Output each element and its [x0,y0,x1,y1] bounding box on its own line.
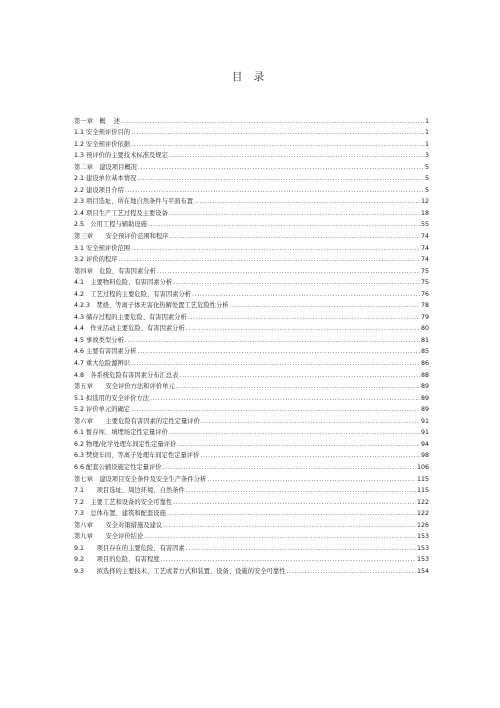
toc-entry-page-number: 5 [424,175,429,183]
toc-entry[interactable] [74,494,429,506]
toc-entry[interactable] [74,563,429,575]
dot-leader [201,418,420,425]
toc-entry[interactable] [74,506,429,518]
toc-entry-label: 2.4 项目生产工艺过程及主要设备 [74,209,168,217]
toc-entry-page-number: 55 [420,221,429,229]
toc-entry-label: 第一章 概 述 [74,117,121,125]
dot-leader [176,383,420,390]
dot-leader [167,510,416,517]
toc-entry-page-number: 88 [420,371,429,379]
toc-entry-label: 4.2 工艺过程的主要危险、有害因素分析 [74,290,192,298]
toc-entry-label: 第二章 建设项目概况 [74,163,137,171]
toc-entry-label: 第六章 主要危险有害因素的定性定量评价 [74,417,200,425]
toc-entry[interactable] [74,402,429,414]
dot-leader [121,118,424,125]
dot-leader [148,221,420,228]
toc-entry[interactable] [74,332,429,344]
toc-entry-label: 4.2.3 焚烧、等离子体无害化热解处置工艺危险性分析 [74,302,229,310]
toc-entry[interactable] [74,159,429,171]
dot-leader [173,499,416,506]
dot-leader [169,233,420,240]
toc-entry-page-number: 86 [420,360,429,368]
toc-entry[interactable] [74,309,429,321]
toc-entry-page-number: 76 [420,290,429,298]
toc-entry-page-number: 1 [424,129,429,137]
toc-entry-label: 第五章 安全评价方法和评价单元 [74,383,175,391]
toc-entry-label: 1.2 安全预评价依据 [74,140,131,148]
toc-entry[interactable] [74,228,429,240]
toc-entry[interactable] [74,252,429,264]
toc-entry[interactable] [74,205,429,217]
toc-entry-label: 第七章 建设项目安全条件及安全生产条件分析 [74,475,207,483]
dot-leader [163,522,416,529]
toc-entry-label: 9.2 项目的危险、有害程度 [74,556,160,564]
toc-entry-page-number: 94 [420,440,429,448]
toc-entry-label: 4.4 作业活动主要危险、有害因素分析 [74,325,185,333]
toc-entry-label: 6.3 焚烧车间、等离子处理车间定性定量评价 [74,452,200,460]
toc-entry[interactable] [74,367,429,379]
dot-leader [186,487,416,494]
toc-entry-page-number: 89 [420,406,429,414]
toc-entry-page-number: 78 [420,302,429,310]
toc-entry-label: 6.6 配套公辅设施定性定量评价 [74,463,162,471]
toc-entry[interactable] [74,321,429,333]
dot-leader [131,129,424,136]
toc-entry-page-number: 74 [420,256,429,264]
toc-entry-label: 9.1 项目存在的主要危险、有害因素 [74,544,185,552]
toc-entry-page-number: 91 [420,429,429,437]
dot-leader [230,302,420,309]
toc-entry-label: 7.2 主要工艺和设备的安全可靠性 [74,498,173,506]
toc-entry[interactable] [74,483,429,495]
toc-entry-page-number: 98 [420,452,429,460]
dot-leader [137,175,424,182]
toc-entry-label: 4.5 事故类型分析 [74,336,124,344]
toc-entry[interactable] [74,148,429,160]
toc-entry[interactable] [74,355,429,367]
toc-entry[interactable] [74,275,429,287]
toc-entry[interactable] [74,182,429,194]
toc-entry-page-number: 91 [420,417,429,425]
toc-entry-page-number: 122 [416,510,429,518]
toc-entry-page-number: 79 [420,313,429,321]
dot-leader [157,268,420,275]
toc-entry[interactable] [74,136,429,148]
toc-entry-page-number: 3 [424,152,429,160]
toc-entry[interactable] [74,171,429,183]
toc-entry-page-number: 154 [416,567,429,575]
dot-leader [169,152,424,159]
table-of-contents [74,113,429,575]
toc-entry-label: 2.5 公用工程与辅助设施 [74,221,147,229]
dot-leader [125,187,424,194]
toc-entry-page-number: 153 [416,544,429,552]
dot-leader [188,314,420,321]
toc-entry-page-number: 122 [416,498,429,506]
toc-entry-page-number: 75 [420,267,429,275]
toc-entry-page-number: 126 [416,521,429,529]
dot-leader [169,210,420,217]
toc-entry-page-number: 75 [420,279,429,287]
toc-entry-label: 第九章 安全评价结论 [74,533,144,541]
toc-entry[interactable] [74,379,429,391]
dot-leader [119,256,420,263]
toc-entry-label: 2.2 建设项目介绍 [74,186,124,194]
toc-entry[interactable] [74,194,429,206]
toc-entry[interactable] [74,390,429,402]
toc-entry[interactable] [74,263,429,275]
toc-entry-page-number: 12 [420,198,429,206]
dot-leader [131,406,420,413]
toc-entry-label: 第三章 安全预评价范围和程序 [74,233,169,241]
toc-entry-page-number: 115 [416,487,429,495]
dot-leader [131,360,420,367]
toc-entry-label: 2.3 项目选址、所在地自然条件与平面布置 [74,198,194,206]
toc-entry[interactable] [74,517,429,529]
toc-entry[interactable] [74,425,429,437]
toc-entry-label: 4.8 各系统危险有害因素分布汇总表 [74,371,179,379]
toc-entry-page-number: 106 [416,463,429,471]
toc-entry[interactable] [74,471,429,483]
toc-entry-label: 4.7 重大危险源辨识 [74,360,131,368]
toc-entry[interactable] [74,413,429,425]
toc-entry-page-number: 5 [424,186,429,194]
toc-entry[interactable] [74,286,429,298]
toc-entry[interactable] [74,436,429,448]
toc-entry-page-number: 89 [420,394,429,402]
dot-leader [287,568,416,575]
toc-entry-page-number: 153 [416,533,429,541]
toc-entry[interactable] [74,125,429,137]
toc-entry-page-number: 115 [416,475,429,483]
dot-leader [131,245,420,252]
toc-entry[interactable] [74,529,429,541]
dot-leader [173,279,420,286]
toc-entry-label: 3.2 评价的程序 [74,256,118,264]
dot-leader [137,348,420,355]
dot-leader [138,164,424,171]
toc-entry[interactable] [74,344,429,356]
toc-entry-page-number: 80 [420,325,429,333]
toc-entry-label: 4.6 主要有害因素分析 [74,348,137,356]
dot-leader [131,141,424,148]
toc-entry-page-number: 89 [420,383,429,391]
toc-entry-label: 4.1 主要物料危险、有害因素分析 [74,279,173,287]
toc-entry-page-number: 1 [424,117,429,125]
toc-entry-label: 5.1 拟选用的安全评价方法 [74,394,149,402]
toc-entry-label: 4.3 储存过程的主要危险、有害因素分析 [74,313,187,321]
toc-entry-page-number: 81 [420,336,429,344]
toc-entry-page-number: 74 [420,244,429,252]
toc-entry-page-number: 5 [424,163,429,171]
dot-leader [200,452,420,459]
toc-entry-label: 1.3 预评价的主要技术标准及规定 [74,152,168,160]
toc-entry[interactable] [74,113,429,125]
dot-leader [186,325,420,332]
toc-entry[interactable] [74,217,429,229]
dot-leader [144,533,416,540]
toc-entry-label: 第四章 危险、有害因素分析 [74,267,156,275]
dot-leader [125,337,420,344]
toc-entry-page-number: 153 [416,556,429,564]
toc-entry-label: 6.1 暂存库、填埋场定性定量评价 [74,429,168,437]
toc-entry-label: 3.1 安全预评价范围 [74,244,131,252]
toc-entry-label: 1.1 安全预评价目的 [74,129,131,137]
toc-entry-page-number: 74 [420,233,429,241]
toc-entry-page-number: 18 [420,209,429,217]
dot-leader [192,291,420,298]
toc-entry-label: 5.2 评价单元的确定 [74,406,131,414]
dot-leader [186,545,416,552]
toc-entry-page-number: 85 [420,348,429,356]
toc-entry-label: 6.2 物理/化学处理车间定性定量评价 [74,440,177,448]
dot-leader [169,429,420,436]
dot-leader [163,464,416,471]
dot-leader [177,441,420,448]
toc-entry-label: 7.3 总体布置、建筑和配套设施 [74,510,166,518]
dot-leader [179,372,420,379]
dot-leader [207,476,416,483]
toc-entry-label: 2.1 建设单位基本情况 [74,175,137,183]
dot-leader [194,198,420,205]
toc-entry[interactable] [74,298,429,310]
toc-entry-label: 7.1 项目选址、周边环境、自然条件 [74,487,185,495]
toc-entry-label: 第八章 安全对策措施及建议 [74,521,163,529]
toc-entry[interactable] [74,448,429,460]
page-title: 目 录 [231,71,269,83]
toc-entry[interactable] [74,240,429,252]
toc-entry-page-number: 1 [424,140,429,148]
toc-entry-label: 9.3 拟选择的主要技术、工艺或者方式和装置、设备、设施的安全可靠性 [74,567,286,575]
dot-leader [161,556,416,563]
toc-entry[interactable] [74,459,429,471]
toc-entry[interactable] [74,540,429,552]
dot-leader [150,395,420,402]
toc-entry[interactable] [74,552,429,564]
